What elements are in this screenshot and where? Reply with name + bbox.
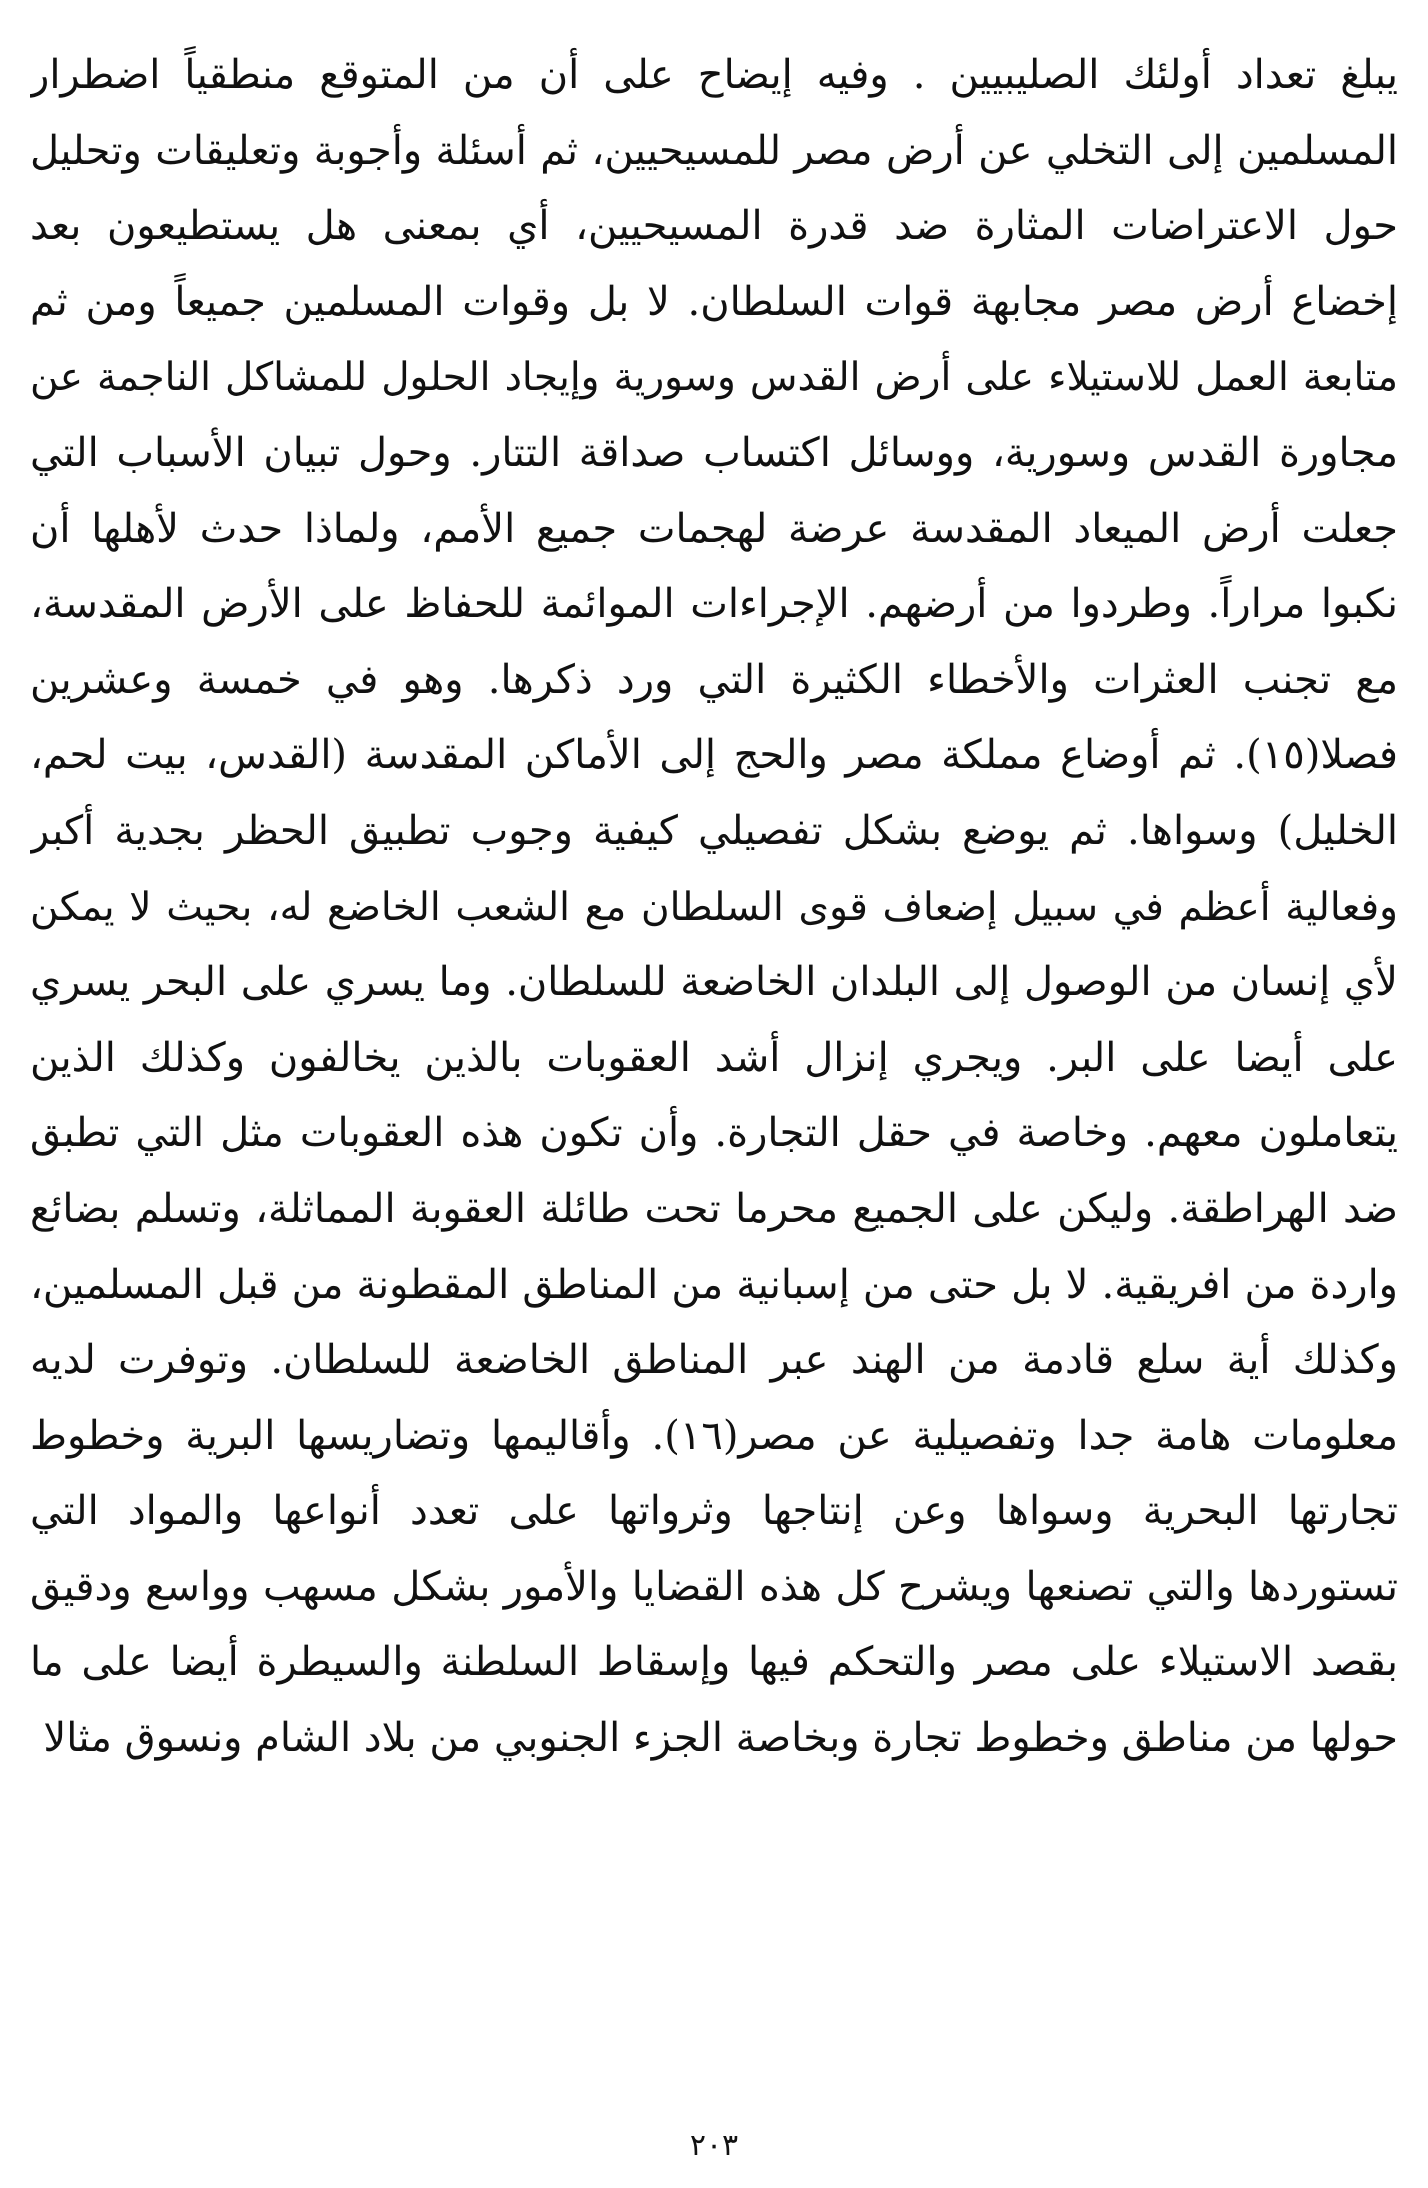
text-line-10: فصلا(١٥). ثم أوضاع مملكة مصر والحج إلى الأماكن المقدسة (القدس، بيت لحم، [30,732,1398,779]
text-line-22: بقصد الاستيلاء على مصر والتحكم فيها وإسقاط السلطنة والسيطرة أيضا على ما [30,1639,1398,1686]
text-line-18: وكذلك أية سلع قادمة من الهند عبر المناطق الخاضعة للسلطان. وتوفرت لديه [30,1337,1398,1384]
page-number: ٢٠٣ [689,2128,739,2163]
text-line-4: إخضاع أرض مصر مجابهة قوات السلطان. لا بل وقوات المسلمين جميعاً ومن ثم [30,278,1398,325]
text-line-15: يتعاملون معهم. وخاصة في حقل التجارة. وأن تكون هذه العقوبات مثل التي تطبق [30,1110,1398,1157]
body-text [30,38,1398,1777]
text-line-2: المسلمين إلى التخلي عن أرض مصر للمسيحيين، ثم أسئلة وأجوبة وتعليقات وتحليل [30,127,1398,174]
text-line-19: معلومات هامة جدا وتفصيلية عن مصر(١٦). وأقاليمها وتضاريسها البرية وخطوط [30,1412,1398,1459]
text-line-21: تستوردها والتي تصنعها ويشرح كل هذه القضايا والأمور بشكل مسهب وواسع ودقيق [30,1563,1398,1610]
text-line-5: متابعة العمل للاستيلاء على أرض القدس وسورية وإيجاد الحلول للمشاكل الناجمة عن [30,355,1398,401]
text-line-12: وفعالية أعظم في سبيل إضعاف قوى السلطان مع الشعب الخاضع له، بحيث لا يمكن [30,884,1398,930]
text-line-11: الخليل) وسواها. ثم يوضع بشكل تفصيلي كيفية وجوب تطبيق الحظر بجدية أكبر [30,807,1398,854]
text-line-3: حول الاعتراضات المثارة ضد قدرة المسيحيين، أي بمعنى هل يستطيعون بعد [30,203,1398,250]
text-line-20: تجارتها البحرية وسواها وعن إنتاجها وثرواتها على تعدد أنواعها والمواد التي [30,1488,1398,1535]
text-line-9: مع تجنب العثرات والأخطاء الكثيرة التي ورد ذكرها. وهو في خمسة وعشرين [30,656,1398,703]
text-line-13: لأي إنسان من الوصول إلى البلدان الخاضعة للسلطان. وما يسري على البحر يسري [30,959,1398,1006]
text-line-8: نكبوا مراراً. وطردوا من أرضهم. الإجراءات الموائمة للحفاظ على الأرض المقدسة، [30,581,1398,628]
text-line-6: مجاورة القدس وسورية، ووسائل اكتساب صداقة التتار. وحول تبيان الأسباب التي [30,429,1398,476]
text-line-7: جعلت أرض الميعاد المقدسة عرضة لهجمات جميع الأمم، ولماذا حدث لأهلها أن [30,505,1398,552]
text-line-23: حولها من مناطق وخطوط تجارة وبخاصة الجزء الجنوبي من بلاد الشام ونسوق مثالا [43,1715,1398,1762]
text-line-14: على أيضا على البر. ويجري إنزال أشد العقوبات بالذين يخالفون وكذلك الذين [30,1034,1398,1081]
text-line-1: يبلغ تعداد أولئك الصليبيين . وفيه إيضاح على أن من المتوقع منطقياً اضطرار [30,52,1398,98]
text-line-16: ضد الهراطقة. وليكن على الجميع محرما تحت طائلة العقوبة المماثلة، وتسلم بضائع [30,1185,1398,1232]
text-line-17: واردة من افريقية. لا بل حتى من إسبانية من المناطق المقطونة من قبل المسلمين، [30,1261,1398,1308]
